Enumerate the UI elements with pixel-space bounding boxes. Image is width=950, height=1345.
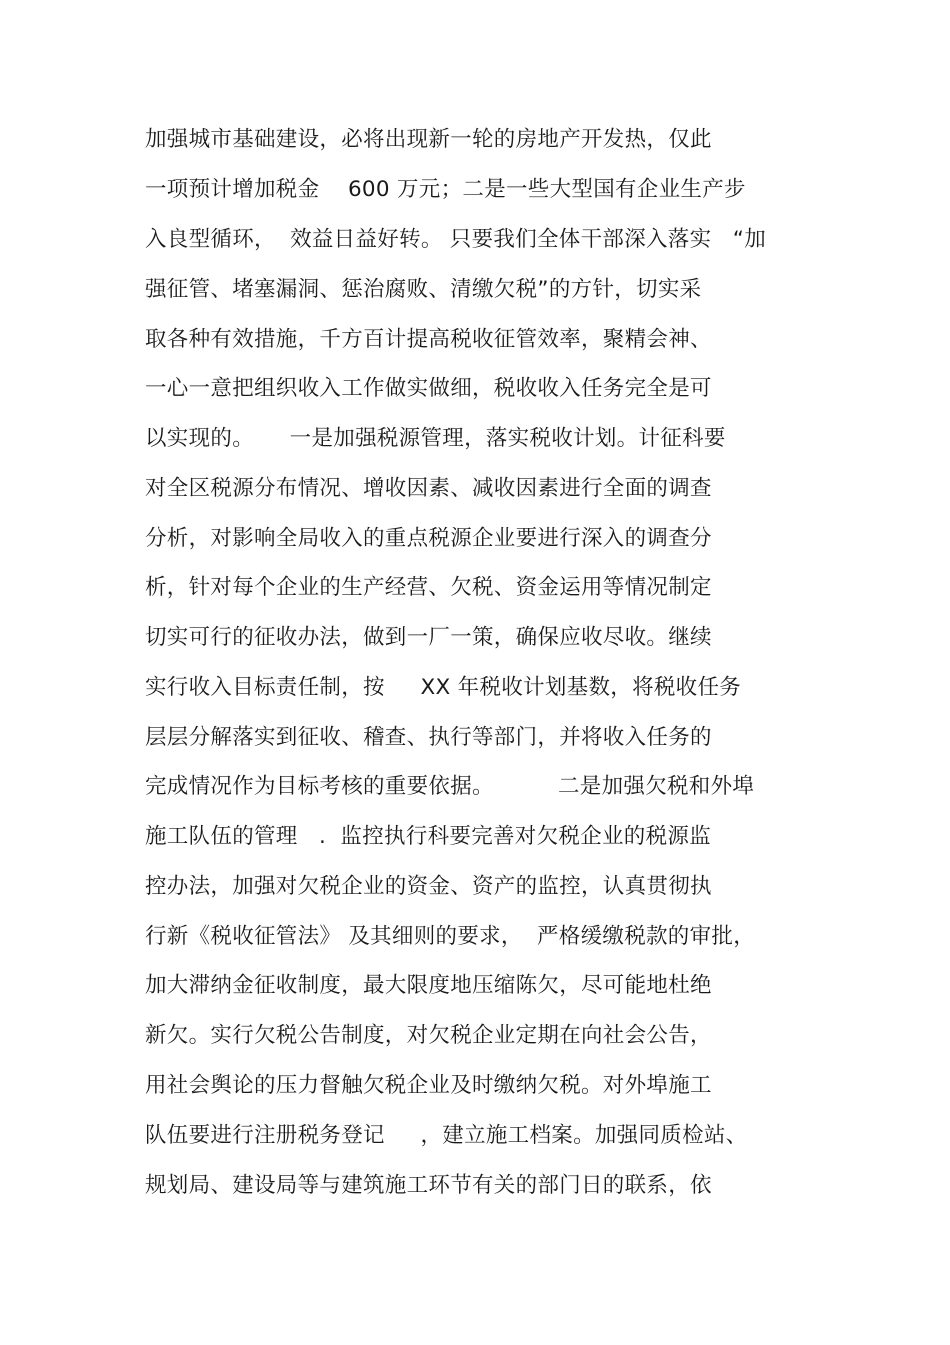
text-line: 行新《税收征管法》 及其细则的要求， 严格缓缴税款的审批，: [145, 924, 756, 949]
text-line: 一项预计增加税金 600 万元；二是一些大型国有企业生产步: [145, 177, 746, 202]
text-line: 完成情况作为目标考核的重要依据。 二是加强欠税和外埠: [145, 774, 755, 799]
text-line: 强征管、堵塞漏洞、惩治腐败、清缴欠税”的方针，切实采: [145, 277, 702, 302]
text-line: 析，针对每个企业的生产经营、欠税、资金运用等情况制定: [145, 575, 712, 600]
text-line: 入良型循环， 效益日益好转。 只要我们全体干部深入落实 “加: [145, 227, 767, 252]
text-line: 用社会舆论的压力督触欠税企业及时缴纳欠税。对外埠施工: [145, 1073, 712, 1098]
text-line: 一心一意把组织收入工作做实做细，税收收入任务完全是可: [145, 376, 712, 401]
text-line: 取各种有效措施，千方百计提高税收征管效率，聚精会神、: [145, 327, 712, 352]
text-line: 对全区税源分布情况、增收因素、减收因素进行全面的调查: [145, 476, 712, 501]
text-line: 规划局、建设局等与建筑施工环节有关的部门日的联系，依: [145, 1173, 712, 1198]
text-line: 控办法，加强对欠税企业的资金、资产的监控，认真贯彻执: [145, 874, 712, 899]
text-line: 实行收入目标责任制，按 XX 年税收计划基数，将税收任务: [145, 675, 742, 700]
text-line: 切实可行的征收办法，做到一厂一策，确保应收尽收。继续: [145, 625, 712, 650]
text-line: 新欠。实行欠税公告制度，对欠税企业定期在向社会公告，: [145, 1023, 712, 1048]
text-line: 层层分解落实到征收、稽查、执行等部门，并将收入任务的: [145, 725, 712, 750]
text-line: 加大滞纳金征收制度，最大限度地压缩陈欠，尽可能地杜绝: [145, 973, 712, 998]
text-line: 队伍要进行注册税务登记 ，建立施工档案。加强同质检站、: [145, 1123, 748, 1148]
text-line: 加强城市基础建设，必将出现新一轮的房地产开发热，仅此: [145, 127, 712, 152]
text-line: 施工队伍的管理 . 监控执行科要完善对欠税企业的税源监: [145, 824, 712, 849]
text-line: 以实现的。 一是加强税源管理，落实税收计划。计征科要: [145, 426, 726, 451]
text-line: 分析，对影响全局收入的重点税源企业要进行深入的调查分: [145, 526, 712, 551]
